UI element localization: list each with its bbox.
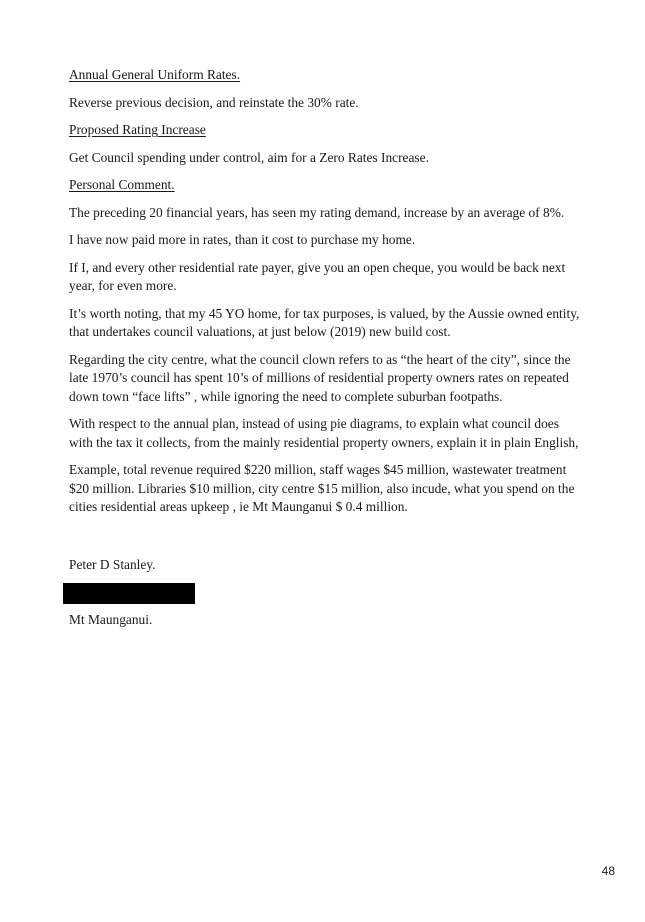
paragraph-valuation: It’s worth noting, that my 45 YO home, for tax purposes, is valued, by the Aussie owned entity, that undertakes council valuations, at just below (2019) new build cost. xyxy=(69,305,580,339)
heading-uniform-rates: Annual General Uniform Rates. xyxy=(69,67,241,82)
paragraph-paid-more: I have now paid more in rates, than it cost to purchase my home. xyxy=(69,232,416,247)
paragraph-rating-demand: The preceding 20 financial years, has seen my rating demand, increase by an average of 8%. xyxy=(69,204,565,220)
page-number: 48 xyxy=(601,864,615,878)
paragraph-example: Example, total revenue required $220 million, staff wages $45 million, wastewater treatment $20 million. Libraries $10 million, city centre $15 million, also incude, what you spend on the cities residential areas upkeep , ie Mt Maunganui $ 0.4 million. xyxy=(69,462,575,514)
signature-location: Mt Maunganui. xyxy=(69,612,153,627)
redaction-block xyxy=(63,583,195,604)
paragraph-city-centre: Regarding the city centre, what the council clown refers to as “the heart of the city”, since the late 1970’s council has spent 10’s of millions of residential property owners rates on repeated down town “face lifts” , while ignoring the need to complete suburban footpaths. xyxy=(69,351,571,404)
paragraph-open-cheque: If I, and every other residential rate payer, give you an open cheque, you would be back next year, for even more. xyxy=(69,259,566,293)
letter-body xyxy=(69,66,581,639)
signature-name: Peter D Stanley. xyxy=(69,556,156,572)
uniform-rates-text: Reverse previous decision, and reinstate the 30% rate. xyxy=(69,94,359,110)
spacer xyxy=(69,526,581,556)
heading-personal-comment: Personal Comment. xyxy=(69,177,175,192)
paragraph-annual-plan: With respect to the annual plan, instead of using pie diagrams, to explain what council does with the tax it collects, from the mainly residential property owners, explain it in plain English, xyxy=(69,416,579,450)
heading-rating-increase: Proposed Rating Increase xyxy=(69,122,206,137)
rating-increase-text: Get Council spending under control, aim for a Zero Rates Increase. xyxy=(69,149,429,165)
